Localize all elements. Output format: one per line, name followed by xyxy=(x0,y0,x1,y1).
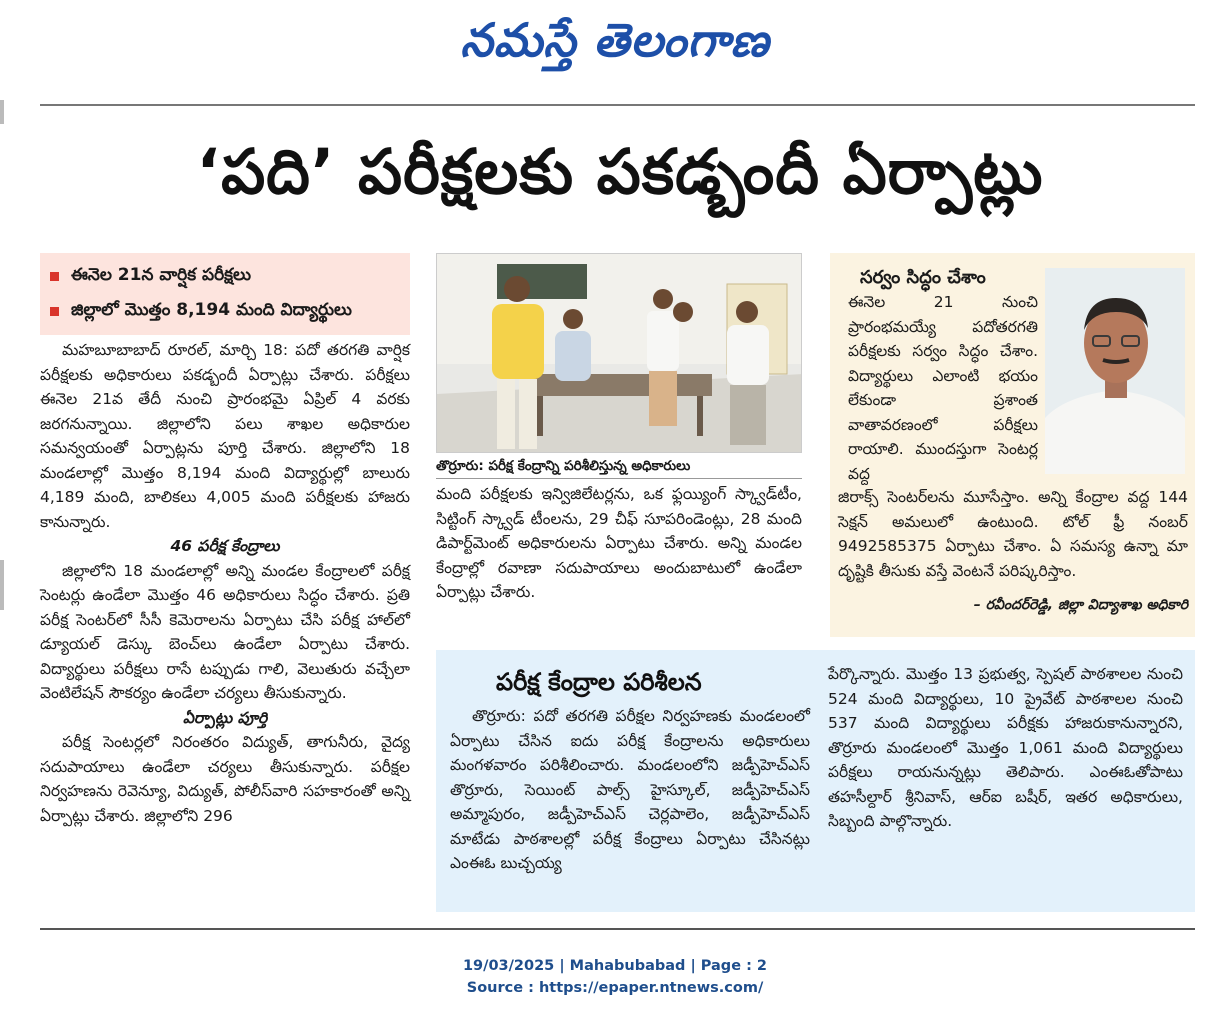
bullet-square-icon xyxy=(50,272,59,281)
newspaper-logo: నమస్తే తెలంగాణ xyxy=(460,13,770,67)
story-column-left xyxy=(450,704,810,876)
page-edge-mark xyxy=(0,560,4,610)
photo-caption: తొర్రూరు: పరీక్ష కేంద్రాన్ని పరిశీలిస్తున్న అధికారులు xyxy=(436,458,691,474)
page-headline: ‘పది’ పరీక్షలకు పకడ్బందీ ఏర్పాట్లు xyxy=(196,135,1044,208)
article-paragraph: మంది పరీక్షలకు ఇన్విజిలేటర్లను, ఒక ఫ్లయ్యింగ్ స్క్వాడ్‌టీం, సిట్టింగ్ స్క్వాడ్ టీంలను, 29 చీఫ్ సూపరిండెంట్లు, 28 మంది డిపార్ట్‌మెంట్ అధికారులను ఏర్పాటు చేశారు. అన్ని మండల కేంద్రాల్లో రవాణా సదుపాయాలు అందుబాటులో ఉండేలా ఏర్పాట్లు చేశారు. xyxy=(436,485,802,601)
story-title: పరీక్ష కేంద్రాల పరిశీలన xyxy=(496,668,702,696)
story-paragraph: తొర్రూరు: పదో తరగతి పరీక్షల నిర్వహణకు మండలంలో ఏర్పాటు చేసిన ఐదు పరీక్ష కేంద్రాలను అధికారులు మంగళవారం పరిశీలించారు. మండలంలోని జడ్పీహెచ్‌ఎస్ తొర్రూరు, సెయింట్ పాల్స్ హైస్కూల్, జడ్పీహెచ్‌ఎస్ అమ్మాపురం, జడ్పీహెచ్‌ఎస్ చెర్లపాలెం, జడ్పీహెచ్‌ఎస్ మాటేడు పాఠశాలల్లో పరీక్ష కేంద్రాలు ఏర్పాటు చేసినట్లు ఎంఈఓ బుచ్చయ్య xyxy=(450,707,810,872)
column-rule xyxy=(436,478,802,479)
footer-date-line: 19/03/2025 | Mahabubabad | Page : 2 xyxy=(462,958,768,974)
headline-rule xyxy=(40,104,1195,106)
sidebox-text: జిరాక్స్ సెంటర్‌లను మూసేస్తాం. అన్ని కేంద్రాల వద్ద 144 సెక్షన్ అమలులో ఉంటుంది. టోల్ ఫ్రీ నంబర్ 9492585375 ఏర్పాటు చేశాం. ఏ సమస్య ఉన్నా మా దృష్టికి తీసుకు వస్తే వెంటనే పరిష్కరిస్తాం. xyxy=(838,488,1188,580)
article-subhead: ఏర్పాట్లు పూర్తి xyxy=(182,708,268,727)
story-paragraph: పేర్కొన్నారు. మొత్తం 13 ప్రభుత్వ, స్పెషల్ పాఠశాలల నుంచి 524 మంది విద్యార్థులు, 10 ప్రైవేట్ పాఠశాలల నుంచి 537 మంది విద్యార్థులు పరీక్షకు హాజరుకానున్నారని, తొర్రూరు మండలంలో మొత్తం 1,061 మంది విద్యార్థులు పరీక్షలు రాయనున్నట్లు తెలిపారు. ఎంఈఓతోపాటు తహసీల్దార్ శ్రీనివాస్, ఆర్ఐ బషీర్, ఇతర అధికారులు, సిబ్బంది పాల్గొన్నారు. xyxy=(828,665,1183,830)
article-column-center xyxy=(436,482,802,605)
article-column-left xyxy=(40,338,410,828)
bullet-square-icon xyxy=(50,307,59,316)
story-box xyxy=(436,650,1195,912)
sidebox-title: సర్వం సిద్ధం చేశాం xyxy=(860,267,986,288)
officials-inspecting-photo xyxy=(437,254,802,453)
official-portrait xyxy=(1045,268,1185,474)
cut-off-text-strip xyxy=(40,932,1195,938)
news-photo xyxy=(436,253,802,453)
article-paragraph: పరీక్ష సెంటర్లలో నిరంతరం విద్యుత్, తాగునీరు, వైద్య సదుపాయాలు ఉండేలా చర్యలు తీసుకున్నారు. పరీక్షల నిర్వహణను రెవెన్యూ, విద్యుత్, పోలీస్‌వారి సహకారంతో అన్ని ఏర్పాట్లు చేశారు. జిల్లాలోని 296 xyxy=(40,733,410,825)
page-edge-mark xyxy=(0,100,4,124)
highlights-box xyxy=(40,253,410,335)
article-subhead: 46 పరీక్ష కేంద్రాలు xyxy=(170,537,280,555)
highlight-item xyxy=(50,294,400,329)
highlight-text: ఈనెల 21న వార్షిక పరీక్షలు xyxy=(71,264,251,285)
article-paragraph: జిల్లాలోని 18 మండలాల్లో అన్ని మండల కేంద్రాలలో పరీక్ష సెంటర్లు ఉండేలా మొత్తం 46 అధికారులు సిద్ధం చేశారు. ప్రతి పరీక్ష సెంటర్‌లో సీసీ కెమెరాలను ఏర్పాటు చేసి పరీక్ష హాల్‌లో డ్యూయల్ డెస్కు బెంచ్‌లు ఉండేలా ఏర్పాటు చేశారు. విద్యార్థులు పరీక్షలు రాసే టప్పుడు గాలి, వెలుతురు వచ్చేలా వెంటిలేషన్ సౌకర్యం ఉండేలా చర్యలు తీసుకున్నారు. xyxy=(40,561,410,702)
masthead xyxy=(0,0,1230,80)
official-portrait-photo xyxy=(1045,268,1185,474)
bottom-rule xyxy=(40,928,1195,930)
article-paragraph: మహబూబాబాద్ రూరల్, మార్చి 18: పదో తరగతి వార్షిక పరీక్షలకు అధికారులు పకడ్బందీ ఏర్పాట్లు చేశారు. పరీక్షలు ఈనెల 21వ తేదీ నుంచి ప్రారంభమై ఏప్రిల్ 4 వరకు జరగనున్నాయి. జిల్లాలోని పలు శాఖల అధికారుల సమన్వయంతో ఏర్పాట్లను పూర్తి చేశారు. జిల్లాలోని 18 మండలాల్లో మొత్తం 8,194 మంది విద్యార్థుల్లో బాలురు 4,189 మంది, బాలికలు 4,005 మంది పరీక్షలకు హాజరు కానున్నారు. xyxy=(40,341,410,531)
sidebox-signature: – రవీందర్‌రెడ్డి, జిల్లా విద్యాశాఖ అధికారి xyxy=(973,597,1188,613)
story-column-right xyxy=(828,662,1183,834)
highlight-item xyxy=(50,259,400,294)
footer-source-line: Source : https://epaper.ntnews.com/ xyxy=(466,980,764,996)
page-footer xyxy=(0,955,1230,999)
highlight-text: జిల్లాలో మొత్తం 8,194 మంది విద్యార్థులు xyxy=(71,299,352,320)
sidebox-text: ఈనెల 21 నుంచి ప్రారంభమయ్యే పదోతరగతి పరీక్షలకు సర్వం సిద్ధం చేశాం. విద్యార్థులు ఎలాంటి భయం లేకుండా ప్రశాంత వాతావరణంలో పరీక్షలు రాయాలి. ముందస్తుగా సెంటర్ల వద్ద xyxy=(848,293,1038,483)
